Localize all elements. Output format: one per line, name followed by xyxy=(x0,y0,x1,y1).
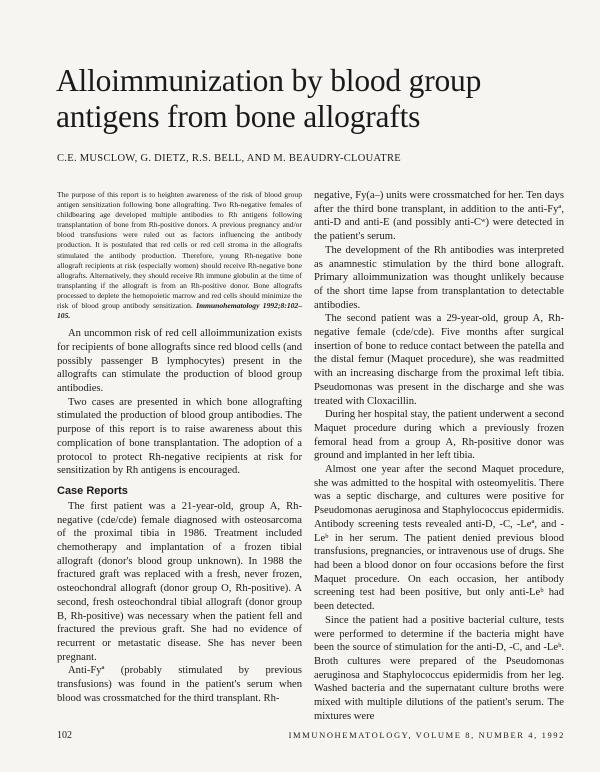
article-title: Alloimmunization by blood group antigens from bone allografts xyxy=(56,63,482,134)
page-number: 102 xyxy=(57,730,72,741)
section-heading-case-reports: Case Reports xyxy=(57,484,128,497)
author-list: C.E. MUSCLOW, G. DIETZ, R.S. BELL, AND M. BEAUDRY-CLOUATRE xyxy=(57,153,401,164)
intro-paragraph-1: An uncommon risk of red cell alloimmunization exists for recipients of bone allografts since red blood cells (and possibly passenger B lymphocytes) present in the allografts can stimulate the production of blood group antibodies. xyxy=(57,328,302,395)
case-paragraph-1: The first patient was a 21-year-old, group A, Rh-negative (cde/cde) female diagnosed with osteosarcoma of the proximal tibia in 1986. Treatment included chemotherapy and implantation of a frozen tibial allograft (donor's blood group unknown). In 1988 the fractured graft was replaced with a fresh, never frozen, osteochondral allograft (donor group O, Rh-positive). A second, fresh osteochondral tibial allograft (donor group B, Rh-positive) was necessary when the patient fell and fractured the previous graft. She had no evidence of recurrent or metastatic disease. She has never been pregnant. xyxy=(57,500,302,663)
abstract-text: The purpose of this report is to heighten awareness of the risk of blood group antigen sensitization following bone allografting. Two Rh-negative females of childbearing age developed multiple antibodies to Rh antigens following transplantation of bone from Rh-positive donors. A previous pregnancy and/or blood transfusions were ruled out as factors influencing the antibody production. It is postulated that red cells or red cell stroma in the allografts stimulated the antibody production. Therefore, young Rh-negative bone allograft recipients at risk (especially women) should receive Rh-negative bone allografts. Alternatively, they should receive Rh immune globulin at the time of transplanting if the allograft is from an Rh-positive donor. Bone allografts processed to deplete the hemopoietic marrow and red cells should minimize the risk of blood group antibody sensitization. xyxy=(57,190,302,311)
journal-running-footer: IMMUNOHEMATOLOGY, VOLUME 8, NUMBER 4, 1992 xyxy=(288,730,565,740)
intro-paragraph-2: Two cases are presented in which bone allografting stimulated the production of blood group antibodies. The purpose of this report is to raise awareness about this complication of bone transplantation. The adoption of a protocol to protect Rh-negative recipients at risk for sensitization by Rh antigens is encouraged. xyxy=(57,396,302,477)
abstract-citation: Immunohematology 1992;8:102–105. xyxy=(57,301,303,321)
right-paragraph-4: During her hospital stay, the patient underwent a second Maquet procedure during which a previously frozen femoral head from a group A, Rh-positive donor was ground and implanted in her left tibia. xyxy=(314,409,564,462)
right-paragraph-1: negative, Fy(a–) units were crossmatched for her. Ten days after the third bone transplant, in addition to the anti-Fyª, anti-D and anti-E (and possibly anti-Cʷ) were detected in the patient's serum. xyxy=(314,190,564,243)
right-column xyxy=(314,189,564,723)
page-footer xyxy=(57,730,565,744)
abstract xyxy=(57,190,302,321)
right-paragraph-5: Almost one year after the second Maquet procedure, she was admitted to the hospital with osteomyelitis. There was a septic discharge, and cultures were positive for Pseudomonas aeruginosa and Staphylococcus epidermidis. Antibody screening tests revealed anti-D, -C, -Leª, and -Leᵇ in her serum. The patient denied previous blood transfusions, pregnancies, or intravenous use of drugs. She had been a blood donor on four occasions before the first Maquet procedure. On each occasion, her antibody screening test had been positive, but only anti-Leᵇ had been detected. xyxy=(314,464,564,613)
left-column xyxy=(57,190,302,706)
right-paragraph-2: The development of the Rh antibodies was interpreted as anamnestic stimulation by the third bone allograft. Primary alloimmunization was thought unlikely because of the short time lapse from transplantation to detectable antibodies. xyxy=(314,244,564,311)
right-paragraph-6: Since the patient had a positive bacterial culture, tests were performed to determine if the bacteria might have been the source of stimulation for the anti-D, -C, and -Leᵇ. Broth cultures were prepared of the Pseudomonas aeruginosa and Staphylococcus epidermidis from her leg. Washed bacteria and the supernatant culture broths were mixed with multiple dilutions of the patient's serum. The mixtures were xyxy=(314,614,564,722)
case-paragraph-2: Anti-Fyª (probably stimulated by previous transfusions) was found in the patient's serum when blood was crossmatched for the third transplant. Rh- xyxy=(57,665,302,704)
right-paragraph-3: The second patient was a 29-year-old, group A, Rh-negative female (cde/cde). Five months after surgical insertion of bone to reduce contact between the patella and the distal femur (Maquet procedure), she was readmitted with an increasing discharge from the proximal left tibia. Pseudomonas was present in the discharge and she was treated with Cloxacillin. xyxy=(314,313,564,407)
